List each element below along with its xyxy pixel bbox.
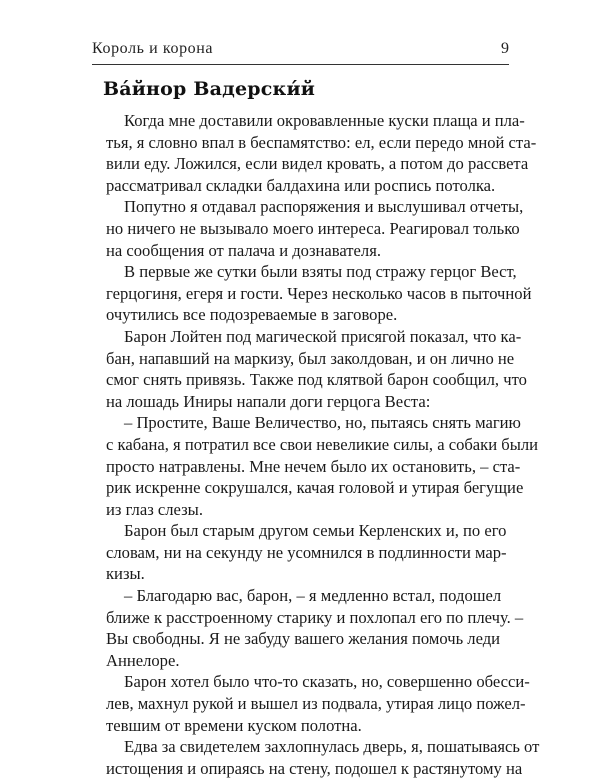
text-line: тевшим от времени куском полотна. [106,715,362,735]
running-title: Король и корона [92,40,214,57]
text-line: словам, ни на секунду не усомнился в подлинности мар- [106,542,507,562]
text-line: на лошадь Иниры напали доги герцога Веста: [106,391,431,411]
text-line: ближе к расстроенному старику и похлопал его по плечу. – [106,607,524,627]
text-line: герцогиня, егеря и гости. Через несколько часов в пыточной [106,283,532,303]
body-text [106,110,540,779]
text-line: смог снять привязь. Также под клятвой барон сообщил, что [106,370,527,390]
text-line: с кабана, я потратил все свои невеликие силы, а собаки были [106,434,539,454]
running-header [92,40,509,65]
dialogue-line: – Простите, Ваше Величество, но, пытаясь снять магию [124,413,521,433]
text-line: тья, я словно впал в беспамятство: ел, если передо мной ста- [106,132,537,152]
text-line: Едва за свидетелем захлопнулась дверь, я, пошатываясь от [124,737,540,757]
text-line: Вы свободны. Я не забуду вашего желания помочь леди [106,629,501,649]
text-line: Аннелоре. [106,650,180,670]
text-line: Барон хотел было что-то сказать, но, совершенно обесси- [124,672,530,692]
chapter-heading: Ва́йнор Вадерски́й [103,78,316,100]
text-line: Барон был старым другом семьи Керленских и, по его [124,521,507,541]
dialogue-line: – Благодарю вас, барон, – я медленно встал, подошел [124,586,502,606]
text-line: из глаз слезы. [106,499,203,519]
text-line: рик искренне сокрушался, качая головой и утирая бегущие [106,478,524,498]
text-line: просто натравлены. Мне нечем было их остановить, – ста- [106,456,521,476]
text-line: Когда мне доставили окровавленные куски плаща и пла- [124,111,525,130]
text-line: вили еду. Ложился, если видел кровать, а потом до рассвета [106,154,529,174]
text-line: бан, напавший на маркизу, был заколдован, и он лично не [106,348,515,368]
text-line: Попутно я отдавал распоряжения и выслушивал отчеты, [124,197,524,217]
text-line: но ничего не вызывало моего интереса. Реагировал только [106,218,520,238]
text-line: истощения и опираясь на стену, подошел к растянутому на [106,758,523,778]
text-line: рассматривал складки балдахина или роспись потолка. [106,175,496,195]
page-number: 9 [501,40,509,57]
text-line: на сообщения от палача и дознавателя. [106,240,381,260]
text-line: В первые же сутки были взяты под стражу герцог Вест, [124,262,517,282]
text-line: Барон Лойтен под магической присягой показал, что ка- [124,326,522,346]
text-line: кизы. [106,564,145,584]
text-line: лев, махнул рукой и вышел из подвала, утирая лицо пожел- [106,694,526,714]
text-line: очутились все подозреваемые в заговоре. [106,305,398,325]
